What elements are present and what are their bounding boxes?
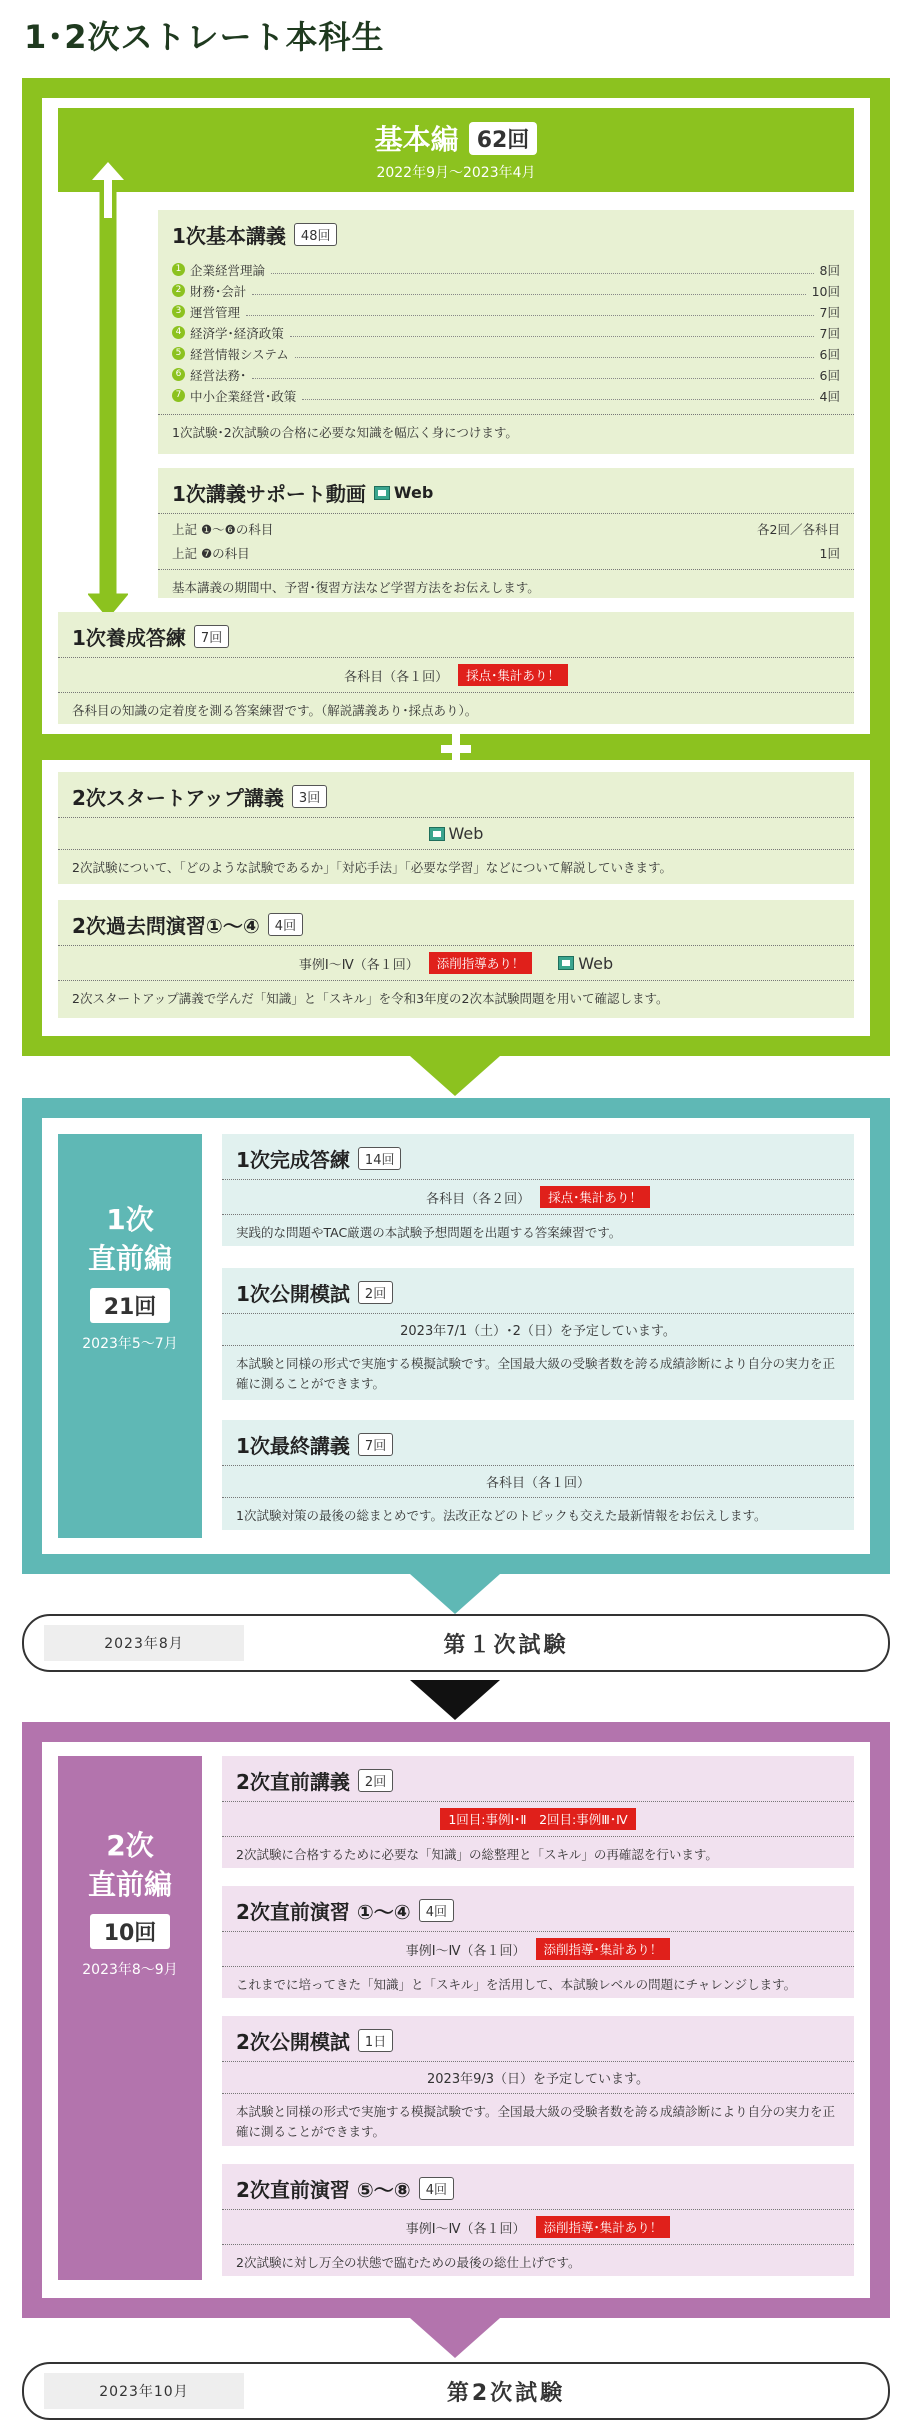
- exam-date: 2023年8月: [44, 1625, 244, 1661]
- side-count: 10回: [90, 1914, 171, 1949]
- lecture-2nd-past-exams: [58, 900, 854, 1018]
- list-item: 3 運営管理 7回: [172, 301, 840, 322]
- double-arrow-icon: [88, 158, 128, 618]
- lecture-schedule: 各科目（各１回）: [344, 669, 449, 685]
- arrow-down-icon: [410, 2318, 500, 2358]
- lecture-count: 7回: [194, 625, 229, 648]
- lecture-count: 4回: [268, 913, 303, 936]
- lecture-schedule: 事例Ⅰ～Ⅳ（各１回）: [298, 957, 419, 973]
- side-name: 2次: [106, 1829, 154, 1862]
- lecture-title: 2次直前講義: [236, 1770, 350, 1794]
- status-badge: 添削指導･集計あり！: [536, 1938, 671, 1960]
- lecture-schedule: 各科目（各２回）: [426, 1191, 531, 1207]
- lecture-desc: 2次スタートアップ講義で学んだ「知識」と「スキル」を令和3年度の2次本試験問題を用いて確認します。: [58, 980, 854, 1017]
- lecture-title: 1次最終講義: [236, 1434, 350, 1458]
- lecture-title: 1次完成答練: [236, 1148, 350, 1172]
- web-label: Web: [448, 824, 484, 843]
- list-item: 1 企業経営理論 8回: [172, 259, 840, 280]
- exam-name: 第2次試験: [446, 2380, 566, 2406]
- lecture-1st-training: [58, 612, 854, 724]
- list-item: 6 経営法務･ 6回: [172, 364, 840, 385]
- status-badge: 1回目:事例Ⅰ･Ⅱ 2回目:事例Ⅲ･Ⅳ: [440, 1808, 635, 1830]
- web-label: Web: [393, 483, 434, 502]
- lecture-schedule: 2023年7/1（土）･2（日）を予定しています。: [400, 1324, 676, 1339]
- list-item: 7 中小企業経営･政策 4回: [172, 385, 840, 406]
- lecture-count: 1日: [358, 2029, 393, 2052]
- side-count: 21回: [90, 1288, 171, 1323]
- web-icon: [558, 956, 574, 970]
- lecture-title: 2次過去問演習①～④: [72, 914, 260, 938]
- lecture-title: 2次直前演習 ⑤～⑧: [236, 2178, 411, 2202]
- lecture-1st-support-video: [158, 468, 854, 598]
- list-item: 4 経済学･経済政策 7回: [172, 322, 840, 343]
- status-badge: 添削指導あり！: [429, 952, 533, 974]
- arrow-down-icon: [410, 1056, 500, 1096]
- list-item: 2 財務･会計 10回: [172, 280, 840, 301]
- lecture-title: 2次スタートアップ講義: [72, 786, 284, 810]
- support-row-label: 上記 ❶～❻の科目: [172, 522, 274, 537]
- pre-exam-2nd-label: [58, 1826, 202, 1979]
- lecture-2nd-drill-1: [222, 1886, 854, 1998]
- exam-2nd: [22, 2362, 890, 2420]
- arrow-down-icon: [410, 1574, 500, 1614]
- plus-icon: [441, 734, 471, 764]
- basic-period: 2022年9月～2023年4月: [376, 165, 536, 181]
- support-row-value: 1回: [819, 546, 840, 561]
- side-period: 2023年5～7月: [82, 1336, 178, 1353]
- status-badge: 添削指導･集計あり！: [536, 2216, 671, 2238]
- pre-exam-1st-label: [58, 1200, 202, 1353]
- lecture-desc: 本試験と同様の形式で実施する模擬試験です。全国最大級の受験者数を誇る成績診断により自分の実力を正確に測ることができます。: [222, 2093, 854, 2150]
- basic-header: [58, 108, 854, 192]
- arrow-down-icon: [410, 1680, 500, 1720]
- exam-date: 2023年10月: [44, 2373, 244, 2409]
- lecture-1st-basic: [158, 210, 854, 454]
- lecture-count: 4回: [419, 1899, 454, 1922]
- lecture-1st-mock: [222, 1268, 854, 1400]
- lecture-title: 1次養成答練: [72, 626, 186, 650]
- lecture-desc: 2次試験に合格するために必要な「知識」の総整理と「スキル」の再確認を行います。: [222, 1836, 854, 1873]
- lecture-desc: 1次試験対策の最後の総まとめです。法改正などのトピックも交えた最新情報をお伝えします。: [222, 1497, 854, 1534]
- lecture-desc: これまでに培ってきた「知識」と「スキル」を活用して、本試験レベルの問題にチャレンジします。: [222, 1966, 854, 2003]
- side-name: 1次: [106, 1203, 154, 1236]
- lecture-count: 7回: [358, 1433, 393, 1456]
- lecture-count: 14回: [358, 1147, 402, 1170]
- lecture-2nd-pre: [222, 1756, 854, 1868]
- status-badge: 採点･集計あり！: [458, 664, 568, 686]
- page-title: 1･2次ストレート本科生: [24, 18, 385, 56]
- status-badge: 採点･集計あり！: [540, 1186, 650, 1208]
- lecture-count: 2回: [358, 1281, 393, 1304]
- lecture-schedule: 事例Ⅰ～Ⅳ（各１回）: [405, 2221, 526, 2237]
- lecture-schedule: 各科目（各１回）: [485, 1476, 590, 1491]
- lecture-desc: 実践的な問題やTAC厳選の本試験予想問題を出題する答案練習です。: [222, 1214, 854, 1251]
- exam-1st: [22, 1614, 890, 1672]
- lecture-1st-complete: [222, 1134, 854, 1246]
- lecture-desc: 2次試験について、「どのような試験であるか」「対応手法」「必要な学習」などについて解説していきます。: [58, 849, 854, 886]
- lecture-count: 2回: [358, 1769, 393, 1792]
- lecture-count: 4回: [419, 2177, 454, 2200]
- lecture-title: 2次公開模試: [236, 2030, 350, 2054]
- side-name: 直前編: [87, 1868, 172, 1902]
- support-row-value: 各2回／各科目: [757, 522, 840, 537]
- lecture-2nd-drill-2: [222, 2164, 854, 2276]
- lecture-schedule: 事例Ⅰ～Ⅳ（各１回）: [405, 1943, 526, 1959]
- lecture-desc: 各科目の知識の定着度を測る答案練習です。（解説講義あり･採点あり）。: [58, 692, 854, 729]
- lecture-2nd-mock: [222, 2016, 854, 2146]
- lecture-desc: 基本講義の期間中、予習･復習方法など学習方法をお伝えします。: [158, 569, 854, 606]
- web-icon: [429, 827, 445, 841]
- side-name: 直前編: [87, 1242, 172, 1276]
- lecture-title: 1次公開模試: [236, 1282, 350, 1306]
- lecture-count: 3回: [292, 785, 327, 808]
- lecture-desc: 2次試験に対し万全の状態で臨むための最後の総仕上げです。: [222, 2244, 854, 2281]
- lecture-desc: 1次試験･2次試験の合格に必要な知識を幅広く身につけます。: [158, 414, 854, 451]
- list-item: 5 経営情報システム 6回: [172, 343, 840, 364]
- lecture-2nd-startup: [58, 772, 854, 884]
- lecture-1st-final: [222, 1420, 854, 1530]
- support-row-label: 上記 ❼の科目: [172, 546, 250, 561]
- subject-list: [158, 255, 854, 414]
- lecture-desc: 本試験と同様の形式で実施する模擬試験です。全国最大級の受験者数を誇る成績診断により自分の実力を正確に測ることができます。: [222, 1345, 854, 1402]
- lecture-title: 1次基本講義: [172, 224, 286, 248]
- lecture-schedule: 2023年9/3（日）を予定しています。: [427, 2072, 649, 2087]
- web-icon: [374, 486, 390, 500]
- lecture-count: 48回: [294, 223, 338, 246]
- lecture-title: 2次直前演習 ①～④: [236, 1900, 411, 1924]
- web-label: Web: [578, 953, 614, 973]
- side-period: 2023年8～9月: [82, 1962, 178, 1979]
- basic-count: 62回: [469, 122, 538, 155]
- exam-name: 第１次試験: [443, 1632, 569, 1658]
- lecture-title: 1次講義サポート動画: [172, 482, 366, 506]
- basic-name: 基本編: [374, 123, 459, 156]
